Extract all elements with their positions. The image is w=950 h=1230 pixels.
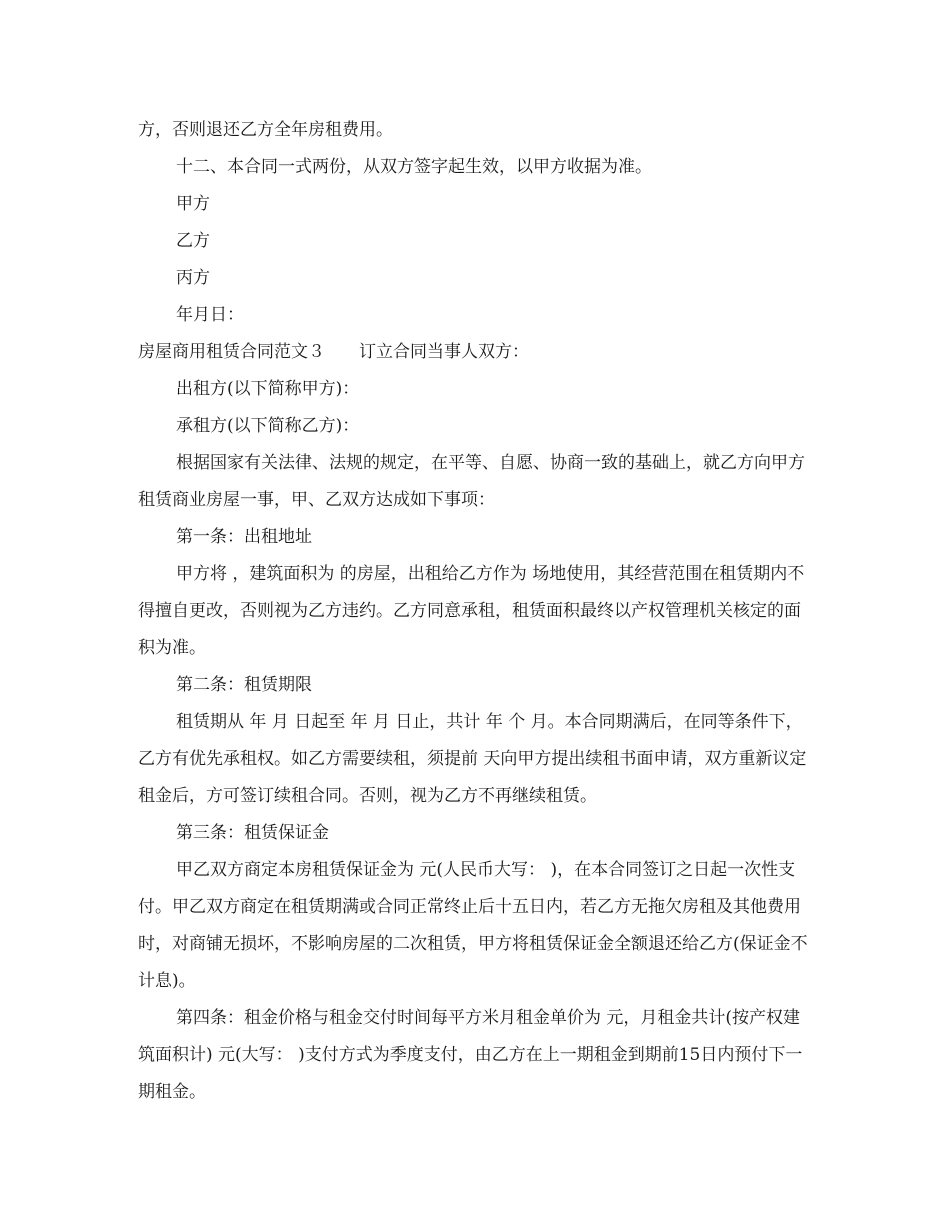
article-two-heading: 第二条：租赁期限 xyxy=(176,675,312,695)
contract-title: 房屋商用租赁合同范文３ xyxy=(138,342,325,362)
paragraph-continuation: 方，否则退还乙方全年房租费用。 xyxy=(138,120,393,140)
signature-party-b: 乙方 xyxy=(176,231,210,251)
document-body xyxy=(138,112,810,1111)
contract-subtitle: 订立合同当事人双方： xyxy=(359,342,529,362)
contract-heading-line xyxy=(138,334,810,371)
signature-date: 年月日： xyxy=(176,305,244,325)
article-one-heading: 第一条：出租地址 xyxy=(176,527,312,547)
lessor-line: 出租方(以下简称甲方)： xyxy=(176,379,360,399)
signature-party-a: 甲方 xyxy=(176,194,210,214)
article-two-body: 租赁期从 年 月 日起至 年 月 日止，共计 年 个 月。本合同期满后，在同等条件下，乙方有优先承租权。如乙方需要续租，须提前 天向甲方提出续租书面申请，双方重新议定租金后，方可签订续租合同。否则，视为乙方不再继续租赁。 xyxy=(138,712,807,806)
signature-party-c: 丙方 xyxy=(176,268,210,288)
lessee-line: 承租方(以下简称乙方)： xyxy=(176,416,360,436)
paragraph-preamble: 根据国家有关法律、法规的规定，在平等、自愿、协商一致的基础上，就乙方向甲方租赁商业房屋一事，甲、乙双方达成如下事项： xyxy=(138,453,805,510)
article-three-heading: 第三条：租赁保证金 xyxy=(176,823,329,843)
article-three-body: 甲乙双方商定本房租赁保证金为 元(人民币大写： )，在本合同签订之日起一次性支付。甲乙双方商定在租赁期满或合同正常终止后十五日内，若乙方无拖欠房租及其他费用时，对商铺无损坏，不影响房屋的二次租赁，甲方将租赁保证金全额退还给乙方(保证金不计息)。 xyxy=(138,860,808,991)
article-four-body: 第四条：租金价格与租金交付时间每平方米月租金单价为 元，月租金共计(按产权建筑面积计) 元(大写： )支付方式为季度支付，由乙方在上一期租金到期前15日内预付下一期租金。 xyxy=(138,1008,803,1102)
paragraph-clause-twelve: 十二、本合同一式两份，从双方签字起生效，以甲方收据为准。 xyxy=(176,157,652,177)
article-one-body: 甲方将 ，建筑面积为 的房屋，出租给乙方作为 场地使用，其经营范围在租赁期内不得擅自更改，否则视为乙方违约。乙方同意承租，租赁面积最终以产权管理机关核定的面积为准。 xyxy=(138,564,805,658)
